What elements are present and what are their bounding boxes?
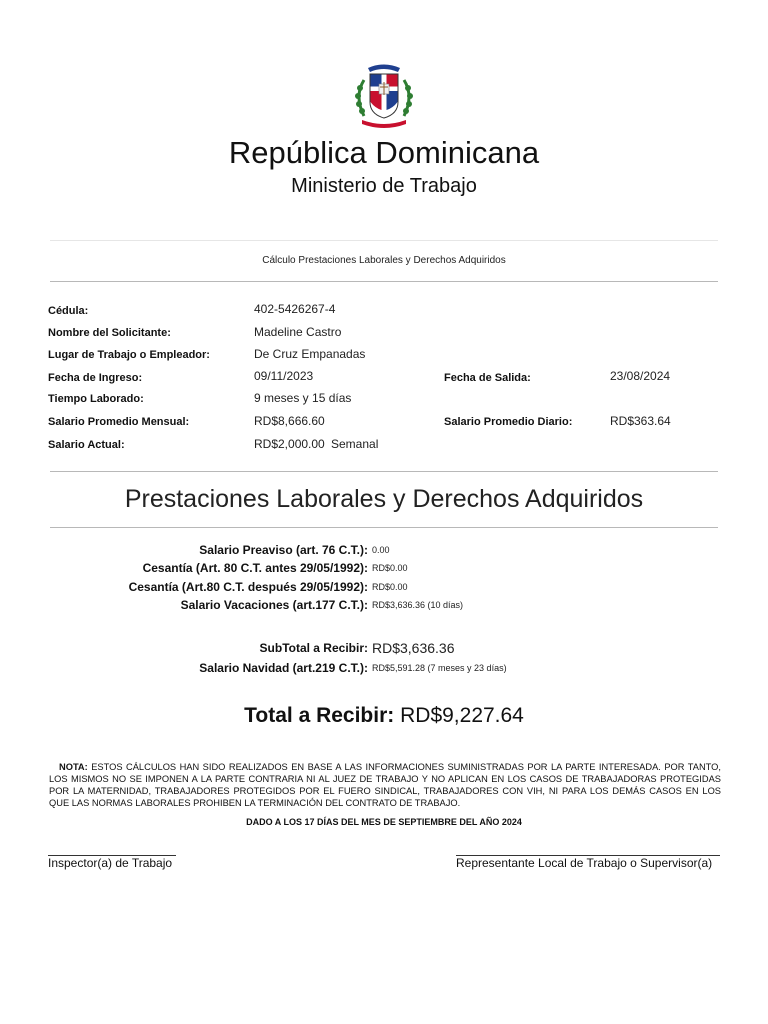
- calc-row-subtotal: [0, 641, 768, 659]
- divider: [50, 240, 718, 241]
- calc-label: Cesantía (Art.80 C.T. después 29/05/1992):: [128, 580, 368, 594]
- country-title: República Dominicana: [228, 135, 540, 170]
- salario-mensual-value: RD$8,666.60: [254, 414, 325, 428]
- calc-row-navidad: [0, 661, 768, 679]
- cedula-value: 402-5426267-4: [254, 302, 336, 316]
- salida-value: 23/08/2024: [610, 369, 671, 383]
- calc-label: Salario Navidad (art.219 C.T.):: [199, 661, 368, 675]
- salario-actual-label: Salario Actual:: [48, 439, 125, 451]
- divider: [50, 281, 718, 282]
- salario-actual-period: Semanal: [331, 437, 379, 451]
- calc-row-vacaciones: [0, 598, 768, 616]
- cedula-label: Cédula:: [48, 305, 89, 317]
- calc-value: RD$0.00: [372, 563, 408, 573]
- coat-of-arms-emblem: [350, 58, 418, 130]
- calc-value: 0.00: [372, 545, 390, 555]
- calc-row-cesantia-antes: [0, 561, 768, 579]
- calc-row-cesantia-despues: [0, 580, 768, 598]
- calc-label: Salario Vacaciones (art.177 C.T.):: [180, 598, 368, 612]
- lugar-label: Lugar de Trabajo o Empleador:: [48, 349, 210, 361]
- divider: [50, 471, 718, 472]
- tiempo-value: 9 meses y 15 días: [254, 391, 352, 405]
- salario-diario-value: RD$363.64: [610, 414, 671, 428]
- calc-label: Cesantía (Art. 80 C.T. antes 29/05/1992):: [142, 561, 368, 575]
- date-statement: DADO A LOS 17 DÍAS DEL MES DE SEPTIEMBRE DEL AÑO 2024: [246, 817, 522, 827]
- lugar-value: De Cruz Empanadas: [254, 347, 366, 361]
- calc-value: RD$3,636.36 (10 días): [372, 600, 464, 610]
- ingreso-value: 09/11/2023: [254, 369, 314, 383]
- calc-value: RD$3,636.36: [372, 640, 455, 656]
- total-label: Total a Recibir:: [244, 704, 395, 727]
- ingreso-label: Fecha de Ingreso:: [48, 372, 143, 384]
- calc-label: Salario Preaviso (art. 76 C.T.):: [199, 543, 368, 557]
- calc-label: SubTotal a Recibir:: [259, 641, 368, 655]
- ministry-subtitle: Ministerio de Trabajo: [291, 175, 477, 197]
- salario-actual-value: RD$2,000.00: [254, 437, 325, 451]
- document-title: Cálculo Prestaciones Laborales y Derechos Adquiridos: [262, 255, 506, 266]
- calc-row-preaviso: [0, 543, 768, 561]
- note-text: ESTOS CÁLCULOS HAN SIDO REALIZADOS EN BASE A LAS INFORMACIONES SUMINISTRADAS POR LA PARTE INTERESADA. POR TANTO, LOS MISMOS NO SE IMPONEN A LA PARTE CONTRARIA NI AL JUEZ DE TRABAJO Y NO APLICAN EN LOS CASOS DE TRABAJADORAS PROTEGIDAS POR LA MATERNIDAD, TRABAJADORES PROTEGIDOS POR EL FUERO SINDICAL, TRABAJADORES CON VIH, NI PARA LOS DEMÁS CASOS EN LOS QUE LAS NORMAS LABORALES PROHIBEN LA TERMINACIÓN DEL CONTRATO DE TRABAJO.: [49, 762, 721, 808]
- calc-value: RD$0.00: [372, 582, 408, 592]
- note-label: NOTA:: [59, 762, 88, 772]
- nombre-label: Nombre del Solicitante:: [48, 327, 171, 339]
- total-row: [0, 704, 768, 728]
- divider: [50, 527, 718, 528]
- tiempo-label: Tiempo Laborado:: [48, 393, 144, 405]
- calc-value: RD$5,591.28 (7 meses y 23 días): [372, 663, 507, 673]
- total-value: RD$9,227.64: [400, 704, 524, 727]
- salario-mensual-label: Salario Promedio Mensual:: [48, 416, 190, 428]
- disclaimer-note: [49, 761, 721, 809]
- signature-representative-label: Representante Local de Trabajo o Supervisor(a): [456, 856, 713, 870]
- section-title: Prestaciones Laborales y Derechos Adquiridos: [124, 485, 644, 513]
- salario-diario-label: Salario Promedio Diario:: [444, 416, 573, 428]
- salida-label: Fecha de Salida:: [444, 372, 531, 384]
- nombre-value: Madeline Castro: [254, 325, 342, 339]
- signature-inspector-label: Inspector(a) de Trabajo: [48, 856, 173, 870]
